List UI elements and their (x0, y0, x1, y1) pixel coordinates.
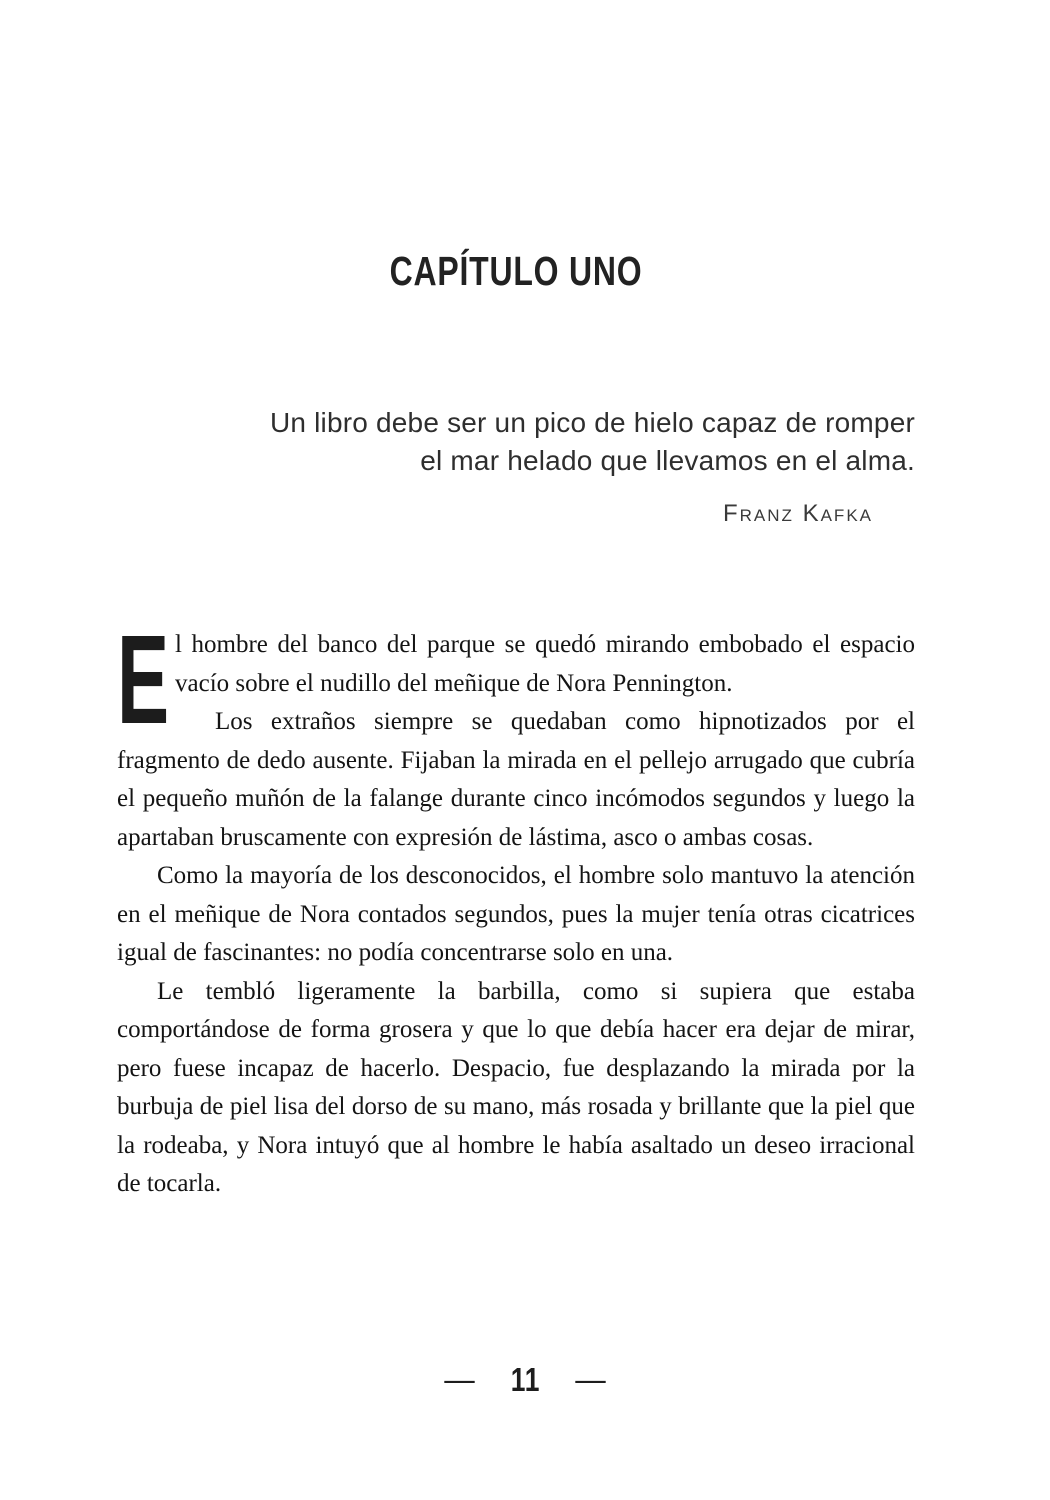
footer-dash-left: — (444, 1362, 475, 1396)
page-number: 11 (510, 1361, 540, 1398)
epigraph (117, 404, 915, 528)
paragraph-1 (117, 609, 915, 750)
body-text (117, 609, 915, 1204)
footer-dash-right: — (575, 1362, 606, 1396)
epigraph-line-1: Un libro debe ser un pico de hielo capaz de romper (269, 407, 915, 438)
chapter-heading (117, 248, 915, 295)
paragraph-2: Los extraños siempre se quedaban como hipnotizados por el fragmento de dedo ausente. Fijaban la mirada en el pellejo arrugado que cubría el pequeño muñón de la falange durante cinco incómodos segundos y luego la apartaban bruscamente con expresión de lástima, asco o ambas cosas. (117, 708, 915, 851)
paragraph-3: Como la mayoría de los desconocidos, el hombre solo mantuvo la atención en el meñique de Nora contados segundos, pues la mujer tenía otras cicatrices igual de fascinantes: no podía concentrarse solo en una. (117, 862, 915, 966)
paragraph-4: Le tembló ligeramente la barbilla, como si supiera que estaba comportándose de forma grosera y que lo que debía hacer era dejar de mirar, pero fuese incapaz de hacerlo. Despacio, fue desplazando la mirada por la burbuja de piel lisa del dorso de su mano, más rosada y brillante que la piel que la rodeaba, y Nora intuyó que al hombre le había asaltado un deseo irracional de tocarla. (117, 977, 915, 1197)
chapter-title-text: CAPÍTULO UNO (389, 248, 643, 294)
page-footer (0, 1363, 1050, 1396)
epigraph-attribution: Franz Kafka (722, 500, 873, 527)
epigraph-line-2: el mar helado que llevamos en el alma. (420, 445, 915, 476)
drop-cap: E (117, 609, 170, 750)
paragraph-1-text: l hombre del banco del parque se quedó mirando embobado el espacio vacío sobre el nudillo del meñique de Nora Pennington. (175, 631, 915, 697)
